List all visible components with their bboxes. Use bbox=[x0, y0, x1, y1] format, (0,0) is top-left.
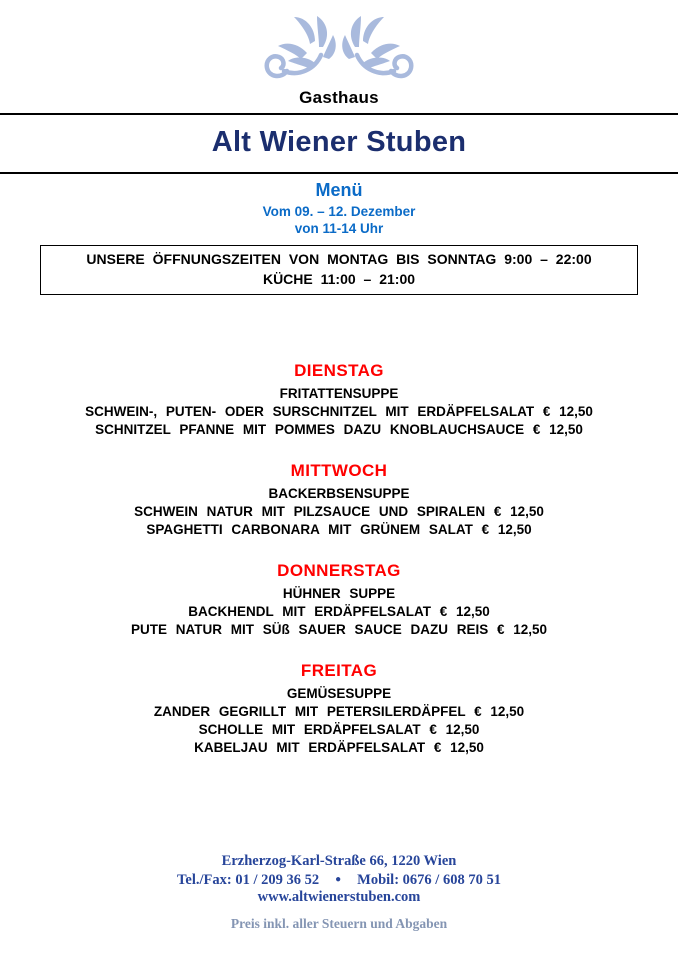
menu-item: SCHWEIN NATUR MIT PILZSAUCE UND SPIRALEN € 12,50 bbox=[134, 504, 544, 519]
menu-heading: Menü bbox=[315, 180, 363, 200]
day-title: FREITAG bbox=[300, 661, 378, 680]
bullet-icon: ● bbox=[335, 873, 342, 885]
menu-item: SCHNITZEL PFANNE MIT POMMES DAZU KNOBLAUCHSAUCE € 12,50 bbox=[95, 422, 583, 437]
restaurant-title: Alt Wiener Stuben bbox=[211, 126, 467, 158]
menu-item: GEMÜSESUPPE bbox=[286, 686, 392, 701]
menu-item: SPAGHETTI CARBONARA MIT GRÜNEM SALAT € 12,50 bbox=[146, 522, 532, 537]
menu-item: SCHWEIN-, PUTEN- ODER SURSCHNITZEL MIT ERDÄPFELSALAT € 12,50 bbox=[85, 404, 593, 419]
opening-hours-line-1: UNSERE ÖFFNUNGSZEITEN VON MONTAG BIS SONNTAG 9:00 – 22:00 bbox=[86, 251, 592, 267]
daily-menu-list bbox=[0, 361, 678, 757]
menu-time-range: von 11-14 Uhr bbox=[294, 220, 384, 236]
opening-hours-line-2: KÜCHE 11:00 – 21:00 bbox=[262, 270, 416, 287]
day-section-mittwoch bbox=[0, 461, 678, 539]
brand-name: Gasthaus bbox=[299, 88, 379, 107]
menu-item: HÜHNER SUPPE bbox=[282, 586, 396, 601]
day-title: DIENSTAG bbox=[294, 361, 384, 380]
menu-date-range: Vom 09. – 12. Dezember bbox=[262, 204, 416, 219]
menu-item: KABELJAU MIT ERDÄPFELSALAT € 12,50 bbox=[194, 740, 484, 755]
menu-item: PUTE NATUR MIT SÜß SAUER SAUCE DAZU REIS € 12,50 bbox=[130, 622, 548, 637]
menu-item: SCHOLLE MIT ERDÄPFELSALAT € 12,50 bbox=[198, 722, 480, 737]
day-section-donnerstag bbox=[0, 561, 678, 639]
day-section-dienstag bbox=[0, 361, 678, 439]
menu-item: BACKHENDL MIT ERDÄPFELSALAT € 12,50 bbox=[188, 604, 490, 619]
opening-hours-box bbox=[40, 245, 638, 295]
day-title: MITTWOCH bbox=[290, 461, 388, 480]
divider-bottom bbox=[0, 172, 678, 174]
menu-item: BACKERBSENSUPPE bbox=[268, 486, 410, 501]
menu-item: ZANDER GEGRILLT MIT PETERSILERDÄPFEL € 12,50 bbox=[153, 704, 525, 719]
footer-website: www.altwienerstuben.com bbox=[257, 889, 421, 905]
menu-item: FRITATTENSUPPE bbox=[279, 386, 399, 401]
footer-phone-telfax: Tel./Fax: 01 / 209 36 52 bbox=[177, 871, 320, 888]
day-section-freitag bbox=[0, 661, 678, 757]
tax-note: Preis inkl. aller Steuern und Abgaben bbox=[230, 915, 448, 931]
footer-phone bbox=[0, 871, 678, 890]
day-title: DONNERSTAG bbox=[277, 561, 401, 580]
footer-phone-mobil: Mobil: 0676 / 608 70 51 bbox=[357, 871, 501, 888]
footer-address: Erzherzog-Karl-Straße 66, 1220 Wien bbox=[221, 853, 457, 869]
footer bbox=[0, 853, 678, 932]
floral-ornament-icon bbox=[264, 9, 414, 87]
